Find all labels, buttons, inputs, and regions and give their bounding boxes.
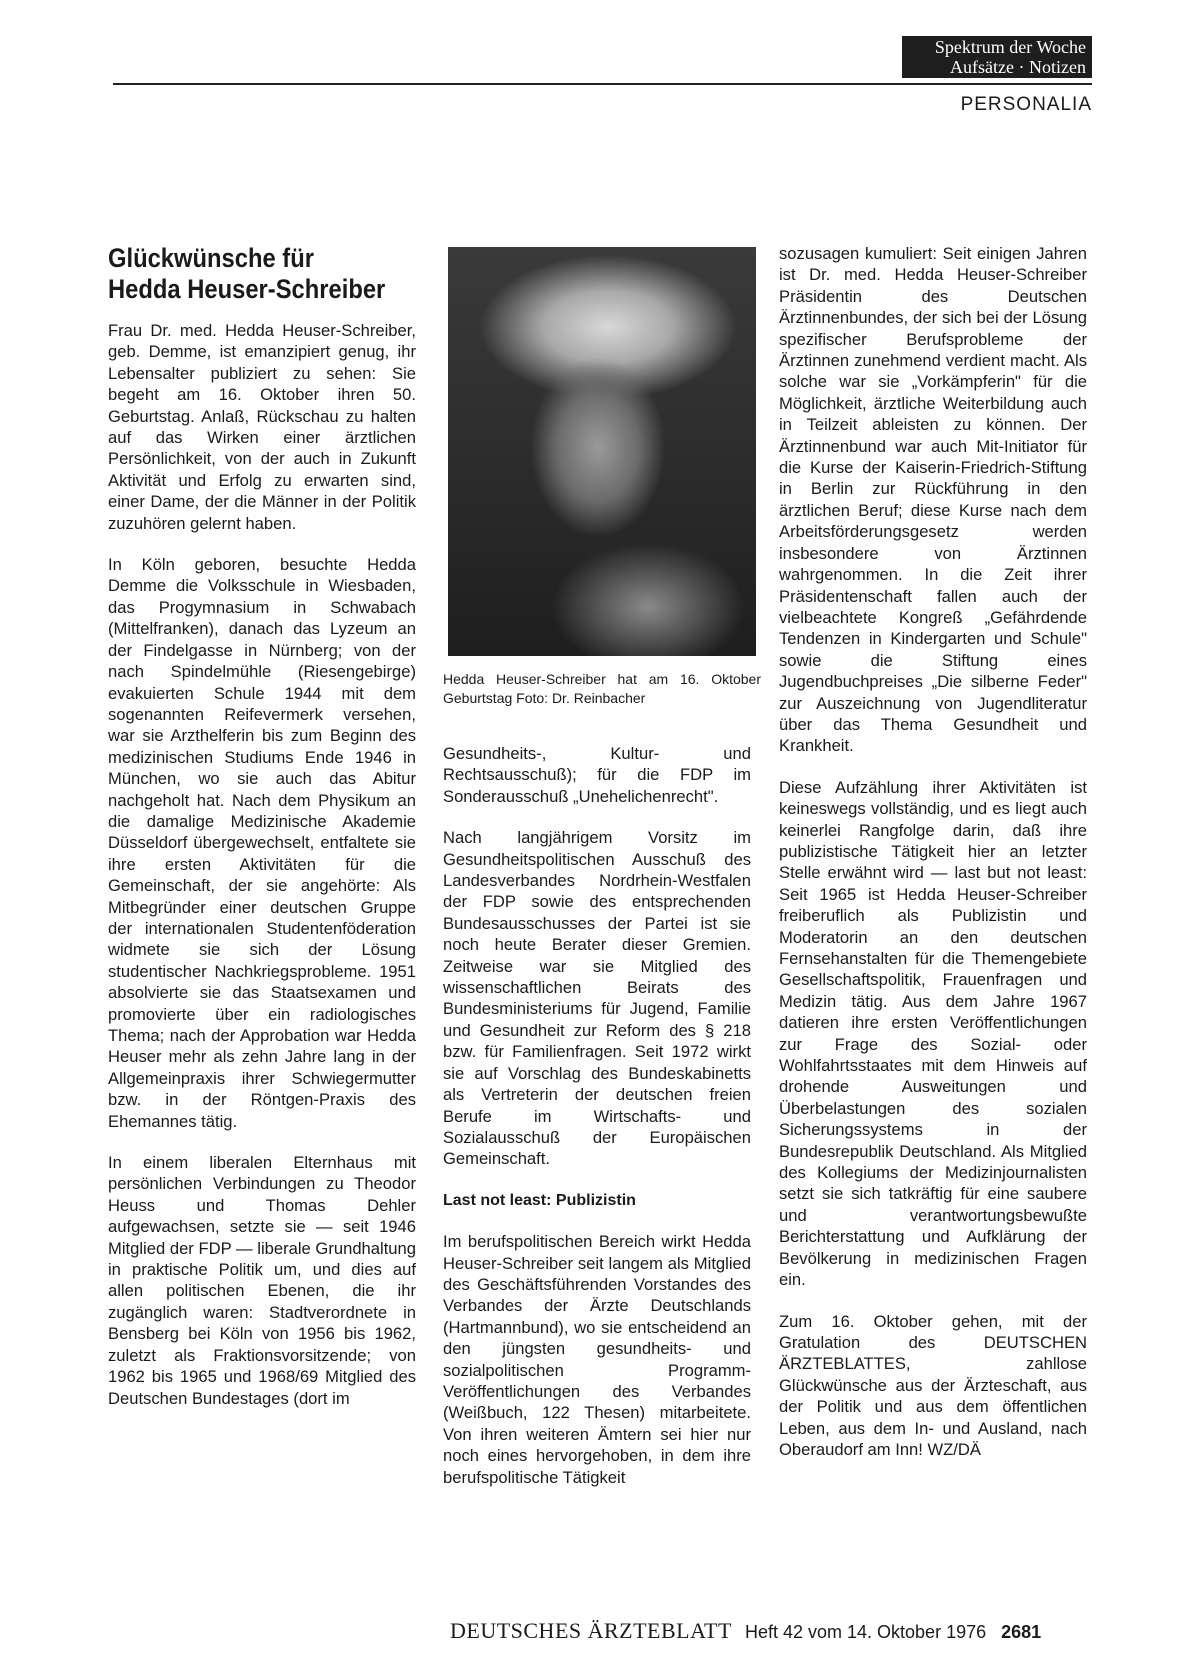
paragraph: Nach langjährigem Vorsitz im Gesundheitspolitischen Ausschuß des Landesverbandes Nordrhein-Westfalen der FDP sowie des entsprechenden Bundesausschusses der Partei ist sie noch heute Berater dieser Gremien. Zeitweise war sie Mitglied des wissenschaftlichen Beirats des Bundesministeriums für Jugend, Familie und Gesundheit zur Reform des § 218 bzw. für Familienfragen. Seit 1972 wirkt sie auf Vorschlag des Bundeskabinetts als Vertreterin der deutschen freien Berufe im Wirtschafts- und Sozialausschuß der Europäischen Gemeinschaft. [443,828,751,1169]
headline-line2: Hedda Heuser-Schreiber [108,274,386,304]
subheading: Last not least: Publizistin [443,1191,636,1209]
article-column-3 [779,243,1087,1480]
article-column-1 [108,320,416,1429]
issue-info: Heft 42 vom 14. Oktober 1976 [744,1622,987,1642]
department-label: PERSONALIA [960,94,1092,115]
section-label [902,36,1092,78]
section-label-line2: Aufsätze · Notizen [950,57,1086,77]
page-footer [450,1618,1041,1644]
page-number: 2681 [1001,1622,1042,1642]
paragraph: Diese Aufzählung ihrer Aktivitäten ist keineswegs vollständig, und es liegt auch keinerlei Rangfolge darin, daß ihre publizistische Tätigkeit hier an letzter Stelle erwähnt wird — last but not least: Seit 1965 ist Hedda Heuser-Schreiber freiberuflich als Publizistin und Moderatorin an den deutschen Fernsehanstalten für die Themengebiete Gesellschaftspolitik, Frauenfragen und Medizin tätig. Aus dem Jahre 1967 datieren ihre ersten Veröffentlichungen zur Frage des Sozial- oder Wohlfahrtsstaates mit dem Hinweis auf drohende Ausweitungen und Überbelastungen des sozialen Sicherungssystems in der Bundesrepublik Deutschland. Als Mitglied des Kollegiums der Medizinjournalisten setzt sie sich tatkräftig für eine saubere und verantwortungsbewußte Berichterstattung und Aufklärung der Bevölkerung in medizinischen Fragen ein. [779,777,1087,1290]
paragraph: sozusagen kumuliert: Seit einigen Jahren ist Dr. med. Hedda Heuser-Schreiber Präsidentin des Deutschen Ärztinnenbundes, der sich bei der Lösung spezifischer Berufsprobleme der Ärztinnen zunehmend verdient macht. Als solche war sie „Vorkämpferin" für die Möglichkeit, ärztliche Weiterbildung auch in Teilzeit ableisten zu können. Der Ärztinnenbund war auch Mit-Initiator für die Kurse der Kaiserin-Friedrich-Stiftung in Berlin zur Rückführung in den ärztlichen Beruf; diese Kurse nach dem Arbeitsförderungsgesetz werden insbesondere von Ärztinnen wahrgenommen. In die Zeit ihrer Präsidentenschaft fallen auch der vielbeachtete Kongreß „Gefährdende Tendenzen in Kindergarten und Schule" sowie die Stiftung eines Jugendbuchpreises „Die silberne Feder" zur Auszeichnung von Jugendliteratur über das Thema Gesundheit und Krankheit. [779,244,1087,756]
paragraph: Im berufspolitischen Bereich wirkt Hedda Heuser-Schreiber seit langem als Mitglied des Geschäftsführenden Vorstandes des Verbandes der Ärzte Deutschlands (Hartmannbund), wo sie entscheidend an den jüngsten gesundheits- und sozialpolitischen Programm-Veröffentlichungen des Verbandes (Weißbuch, 122 Thesen) mitarbeitete. Von ihren weiteren Ämtern sei hier nur noch eines hervorgehoben, in dem ihre berufspolitische Tätigkeit [443,1232,751,1487]
photo-caption: Hedda Heuser-Schreiber hat am 16. Oktober Geburtstag Foto: Dr. Reinbacher [443,671,761,706]
paragraph: Zum 16. Oktober gehen, mit der Gratulation des DEUTSCHEN ÄRZTEBLATTES, zahllose Glückwünsche aus der Ärzteschaft, aus der Politik und aus dem öffentlichen Leben, aus dem In- und Ausland, nach Oberaudorf am Inn! WZ/DÄ [779,1311,1087,1459]
section-label-line1: Spektrum der Woche [934,37,1086,57]
paragraph: In Köln geboren, besuchte Hedda Demme die Volksschule in Wiesbaden, das Progymnasium in Schwabach (Mittelfranken), danach das Lyzeum an der Findelgasse in Nürnberg; von der nach Spindelmühle (Riesengebirge) evakuierten Schule 1944 mit dem sogenannten Reifevermerk versehen, war sie Arzthelferin bis zum Beginn des medizinischen Studiums Ende 1946 in München, wo sie auch das Abitur nachgeholt hat. Nach dem Physikum an die damalige Medizinische Akademie Düsseldorf übergewechselt, entfaltete sie ihre ersten Aktivitäten für die Gemeinschaft, der sie angehörte: Als Mitbegründer einer deutschen Gruppe der internationalen Studentenföderation widmete sie sich der Lösung studentischer Nachkriegsprobleme. 1951 absolvierte sie das Staatsexamen und promovierte über ein radiologisches Thema; nach der Approbation war Hedda Heuser mehr als zehn Jahre lang in der Allgemeinpraxis ihrer Schwiegermutter bzw. in der Röntgen-Praxis des Ehemannes tätig. [108,555,416,1131]
paragraph: Gesundheits-, Kultur- und Rechtsausschuß); für die FDP im Sonderausschuß „Unehelichenrecht". [443,744,751,806]
headline-line1: Glückwünsche für [108,243,314,273]
journal-masthead: DEUTSCHES ÄRZTEBLATT [450,1618,732,1643]
paragraph: In einem liberalen Elternhaus mit persönlichen Verbindungen zu Theodor Heuss und Thomas Dehler aufgewachsen, setzte sie — seit 1946 Mitglied der FDP — liberale Grundhaltung in praktische Politik um, und dies auf allen politischen Ebenen, die ihr zugänglich waren: Stadtverordnete in Bensberg bei Köln von 1956 bis 1962, zuletzt als Fraktionsvorsitzende; von 1962 bis 1965 und 1968/69 Mitglied des Deutschen Bundestages (dort im [108,1153,416,1408]
article-headline [108,243,390,305]
article-column-2 [443,743,751,1508]
portrait-photo [448,247,756,656]
paragraph: Frau Dr. med. Hedda Heuser-Schreiber, geb. Demme, ist emanzipiert genug, ihr Lebensalter publiziert zu sehen: Sie begeht am 16. Oktober ihren 50. Geburtstag. Anlaß, Rückschau zu halten auf das Wirken einer ärztlichen Persönlichkeit, von der auch in Zukunft Aktivität und Erfolg zu erwarten sind, einer Dame, der die Männer in der Politik zuzuhören gelernt haben. [108,321,416,533]
header-rule [113,83,1092,85]
